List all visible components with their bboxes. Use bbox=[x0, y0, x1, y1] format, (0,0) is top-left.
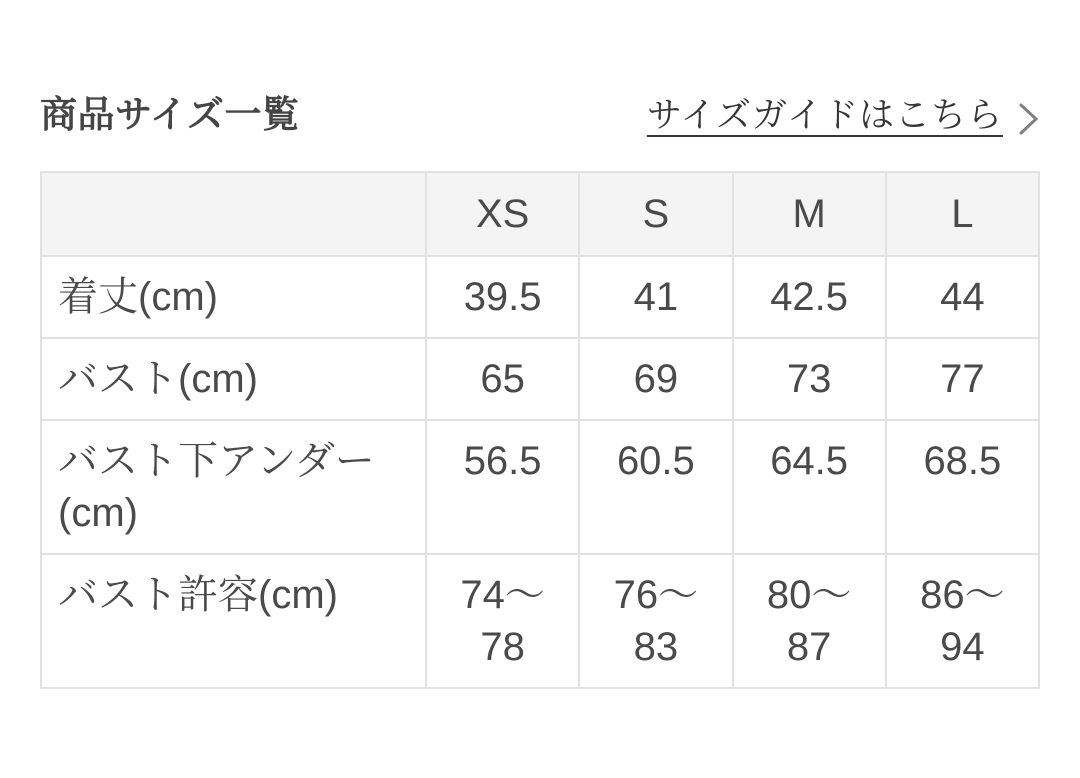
chevron-right-icon bbox=[1018, 102, 1040, 136]
measurement-value: 86〜94 bbox=[886, 554, 1039, 688]
section-header bbox=[40, 92, 1040, 138]
measurement-value: 44 bbox=[886, 256, 1039, 338]
measurement-value: 74〜78 bbox=[426, 554, 579, 688]
size-column-header: S bbox=[579, 172, 732, 256]
measurement-label: バスト許容(cm) bbox=[41, 554, 426, 688]
size-table-head bbox=[41, 172, 1039, 256]
measurement-value: 73 bbox=[733, 338, 886, 420]
measurement-value: 69 bbox=[579, 338, 732, 420]
measurement-value: 68.5 bbox=[886, 420, 1039, 554]
measurement-label: 着丈(cm) bbox=[41, 256, 426, 338]
table-row bbox=[41, 338, 1039, 420]
table-row bbox=[41, 554, 1039, 688]
size-guide-link-label: サイズガイドはこちら bbox=[646, 96, 1003, 135]
measurement-value: 76〜83 bbox=[579, 554, 732, 688]
measurement-value: 77 bbox=[886, 338, 1039, 420]
size-column-header: M bbox=[733, 172, 886, 256]
size-table-body bbox=[41, 256, 1039, 688]
measurement-label: バスト(cm) bbox=[41, 338, 426, 420]
measurement-value: 42.5 bbox=[733, 256, 886, 338]
measurement-value: 56.5 bbox=[426, 420, 579, 554]
size-column-header: XS bbox=[426, 172, 579, 256]
measurement-label: バスト下アンダー(cm) bbox=[41, 420, 426, 554]
measurement-value: 65 bbox=[426, 338, 579, 420]
table-row bbox=[41, 420, 1039, 554]
size-guide-link[interactable] bbox=[647, 95, 1040, 137]
measurement-value: 80〜87 bbox=[733, 554, 886, 688]
measurement-value: 39.5 bbox=[426, 256, 579, 338]
measurement-value: 41 bbox=[579, 256, 732, 338]
page-title: 商品サイズ一覧 bbox=[40, 94, 300, 135]
size-table-header-row bbox=[41, 172, 1039, 256]
measurement-value: 60.5 bbox=[579, 420, 732, 554]
corner-header-cell bbox=[41, 172, 426, 256]
size-table bbox=[40, 171, 1040, 689]
table-row bbox=[41, 256, 1039, 338]
size-column-header: L bbox=[886, 172, 1039, 256]
measurement-value: 64.5 bbox=[733, 420, 886, 554]
